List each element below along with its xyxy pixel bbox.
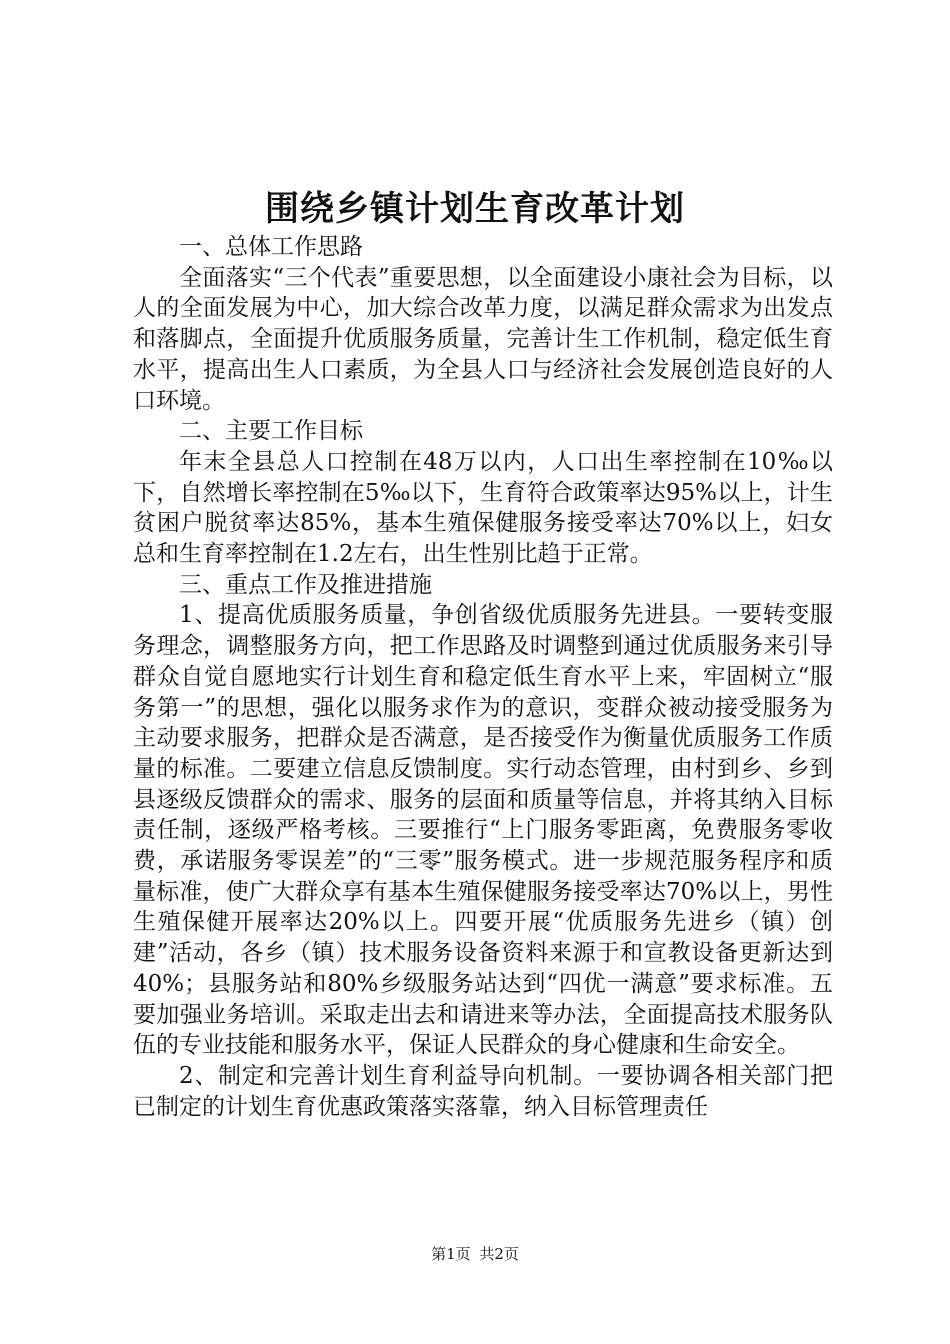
document-body: [133, 232, 833, 1122]
paragraph-measure-1: 1、提高优质服务质量，争创省级优质服务先进县。一要转变服务理念，调整服务方向，把工作思路及时调整到通过优质服务来引导群众自觉自愿地实行计划生育和稳定低生育水平上来，牢固树立“服务第一”的思想，强化以服务求作为的意识，变群众被动接受服务为主动要求服务，把群众是否满意，是否接受作为衡量优质服务工作质量的标准。二要建立信息反馈制度。实行动态管理，由村到乡、乡到县逐级反馈群众的需求、服务的层面和质量等信息，并将其纳入目标责任制，逐级严格考核。三要推行“上门服务零距离，免费服务零收费，承诺服务零误差”的“三零”服务模式。进一步规范服务程序和质量标准，使广大群众享有基本生殖保健服务接受率达70%以上，男性生殖保健开展率达20%以上。四要开展“优质服务先进乡（镇）创建”活动，各乡（镇）技术服务设备资料来源于和宣教设备更新达到40%；县服务站和80%乡级服务站达到“四优一满意”要求标准。五要加强业务培训。采取走出去和请进来等办法，全面提高技术服务队伍的专业技能和服务水平，保证人民群众的身心健康和生命安全。: [133, 602, 833, 1059]
page-number-current: 第1页: [431, 1245, 471, 1263]
section-heading-3: 三、重点工作及推进措施: [179, 571, 432, 598]
paragraph-overall-approach: 全面落实“三个代表”重要思想，以全面建设小康社会为目标，以人的全面发展为中心，加大综合改革力度，以满足群众需求为出发点和落脚点，全面提升优质服务质量，完善计生工作机制，稳定低生育水平，提高出生人口素质，为全县人口与经济社会发展创造良好的人口环境。: [133, 264, 833, 414]
section-heading-2: 二、主要工作目标: [179, 418, 363, 445]
paragraph-measure-2: 2、制定和完善计划生育利益导向机制。一要协调各相关部门把已制定的计划生育优惠政策落实落靠，纳入目标管理责任: [133, 1062, 833, 1120]
paragraph-main-goals: 年末全县总人口控制在48万以内，人口出生率控制在10‰以下，自然增长率控制在5‰以下，生育符合政策率达95%以上，计生贫困户脱贫率达85%，基本生殖保健服务接受率达70%以上，妇女总和生育率控制在1.2左右，出生性别比趋于正常。: [133, 448, 833, 568]
document-title: 围绕乡镇计划生育改革计划: [265, 189, 685, 229]
page-footer: [0, 1244, 950, 1264]
section-heading-1: 一、总体工作思路: [179, 234, 363, 260]
page-number-total: 共2页: [479, 1245, 519, 1263]
